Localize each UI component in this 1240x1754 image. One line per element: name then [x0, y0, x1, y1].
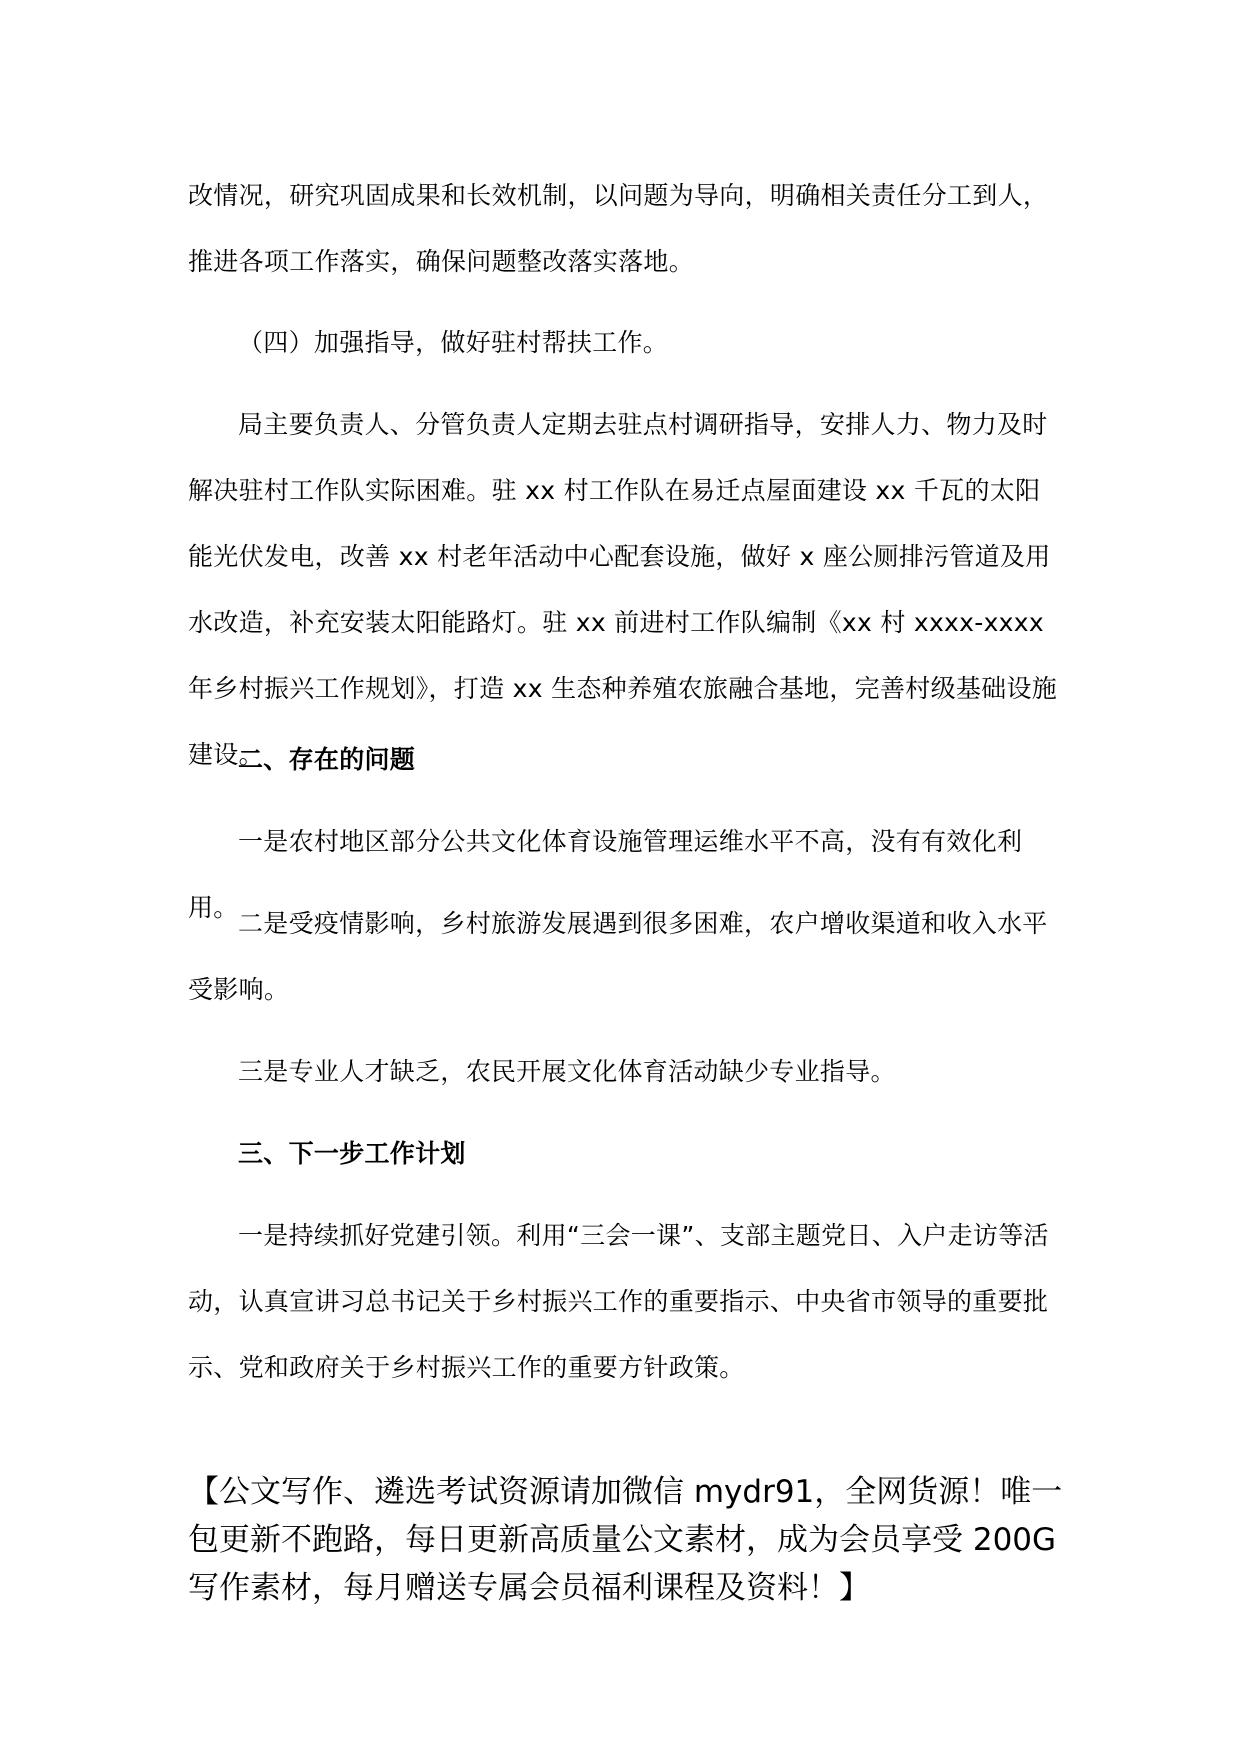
plan-item-1: 一是持续抓好党建引领。利用“三会一课”、支部主题党日、入户走访等活动，认真宣讲习总书记关于乡村振兴工作的重要指示、中央省市领导的重要批示、党和政府关于乡村振兴工作的重要方针政策。: [188, 1221, 1049, 1382]
section-heading-problems: 二、存在的问题: [238, 745, 416, 774]
section-subheading: （四）加强指导，做好驻村帮扶工作。: [238, 328, 669, 357]
problem-item-3: 三是专业人才缺乏，农民开展文化体育活动缺少专业指导。: [238, 1057, 896, 1086]
promo-banner: 【公文写作、遴选考试资源请加微信 mydr91，全网货源！唯一包更新不跑路，每日更新高质量公文素材，成为会员享受 200G 写作素材，每月赠送专属会员福利课程及资料！】: [188, 1474, 1063, 1606]
paragraph-continuation: 改情况，研究巩固成果和长效机制，以问题为导向，明确相关责任分工到人，推进各项工作落实，确保问题整改落实落地。: [188, 181, 1049, 276]
problem-item-2: 二是受疫情影响，乡村旅游发展遇到很多困难，农户增收渠道和收入水平受影响。: [188, 909, 1048, 1004]
section-heading-plan: 三、下一步工作计划: [238, 1139, 466, 1168]
paragraph-guidance: 局主要负责人、分管负责人定期去驻点村调研指导，安排人力、物力及时解决驻村工作队实际困难。驻 xx 村工作队在易迁点屋面建设 xx 千瓦的太阳能光伏发电，改善 xx 村老年活动中心配套设施，做好 x 座公厕排污管道及用水改造，补充安装太阳能路灯。驻 xx 前进村工作队编制《xx 村 xxxx-xxxx 年乡村振兴工作规划》，打造 xx 生态种养殖农旅融合基地，完善村级基础设施建设。: [188, 410, 1058, 769]
problem-item-1: 一是农村地区部分公共文化体育设施管理运维水平不高，没有有效化利用。: [188, 827, 1023, 922]
